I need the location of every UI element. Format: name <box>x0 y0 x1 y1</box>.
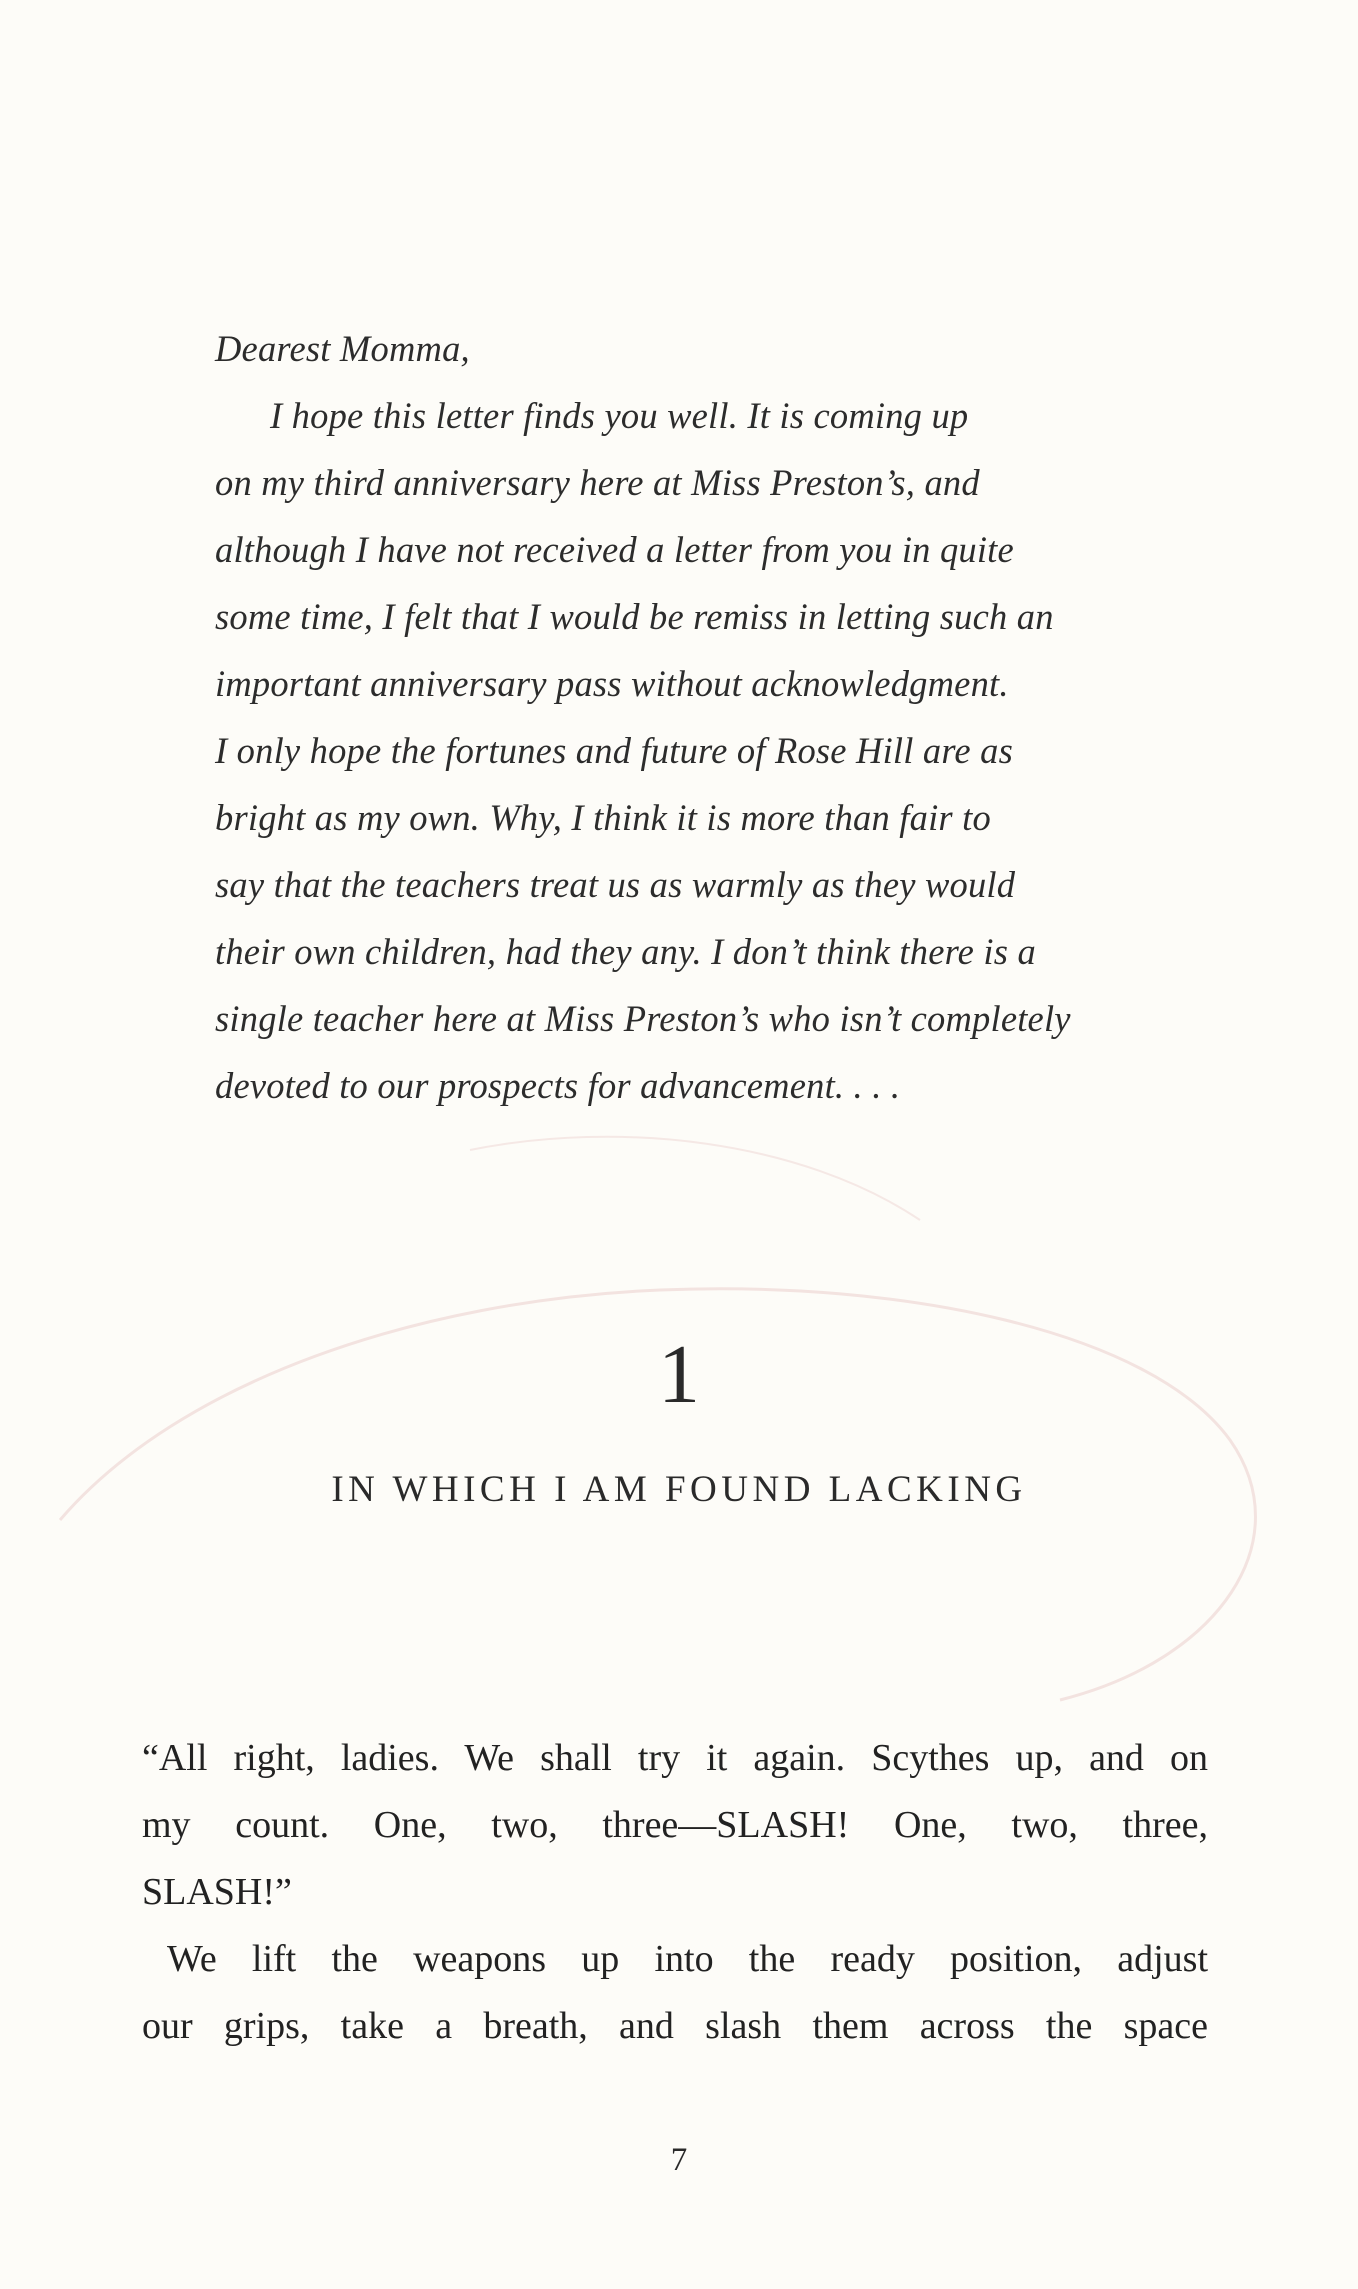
letter-line: although I have not received a letter from you in quite <box>215 529 1014 570</box>
letter-line: devoted to our prospects for advancement. . . . <box>215 1065 901 1106</box>
body-line: “All right, ladies. We shall try it again. Scythes up, and on <box>142 1737 1208 1779</box>
letter-line: important anniversary pass without acknowledgment. <box>215 663 1009 704</box>
chapter-number: 1 <box>658 1328 700 1421</box>
letter-line: bright as my own. Why, I think it is more than fair to <box>215 797 991 838</box>
letter-block <box>215 315 1175 1119</box>
letter-line: I only hope the fortunes and future of Rose Hill are as <box>215 730 1014 771</box>
chapter-title: IN WHICH I AM FOUND LACKING <box>331 1469 1027 1510</box>
body-line: SLASH!” <box>142 1871 292 1913</box>
page-number: 7 <box>670 2142 688 2178</box>
letter-line: I hope this letter finds you well. It is coming up <box>270 395 969 436</box>
letter-line: say that the teachers treat us as warmly as they would <box>215 864 1016 905</box>
body-line: our grips, take a breath, and slash them across the space <box>142 2005 1208 2047</box>
body-text <box>142 1725 1208 2060</box>
letter-line: their own children, had they any. I don’t think there is a <box>215 931 1036 972</box>
letter-line: on my third anniversary here at Miss Preston’s, and <box>215 462 980 503</box>
body-line: my count. One, two, three—SLASH! One, two, three, <box>142 1804 1208 1846</box>
letter-salutation: Dearest Momma, <box>215 328 470 369</box>
body-line: We lift the weapons up into the ready position, adjust <box>167 1938 1208 1980</box>
letter-line: some time, I felt that I would be remiss in letting such an <box>215 596 1054 637</box>
letter-line: single teacher here at Miss Preston’s who isn’t completely <box>215 998 1071 1039</box>
